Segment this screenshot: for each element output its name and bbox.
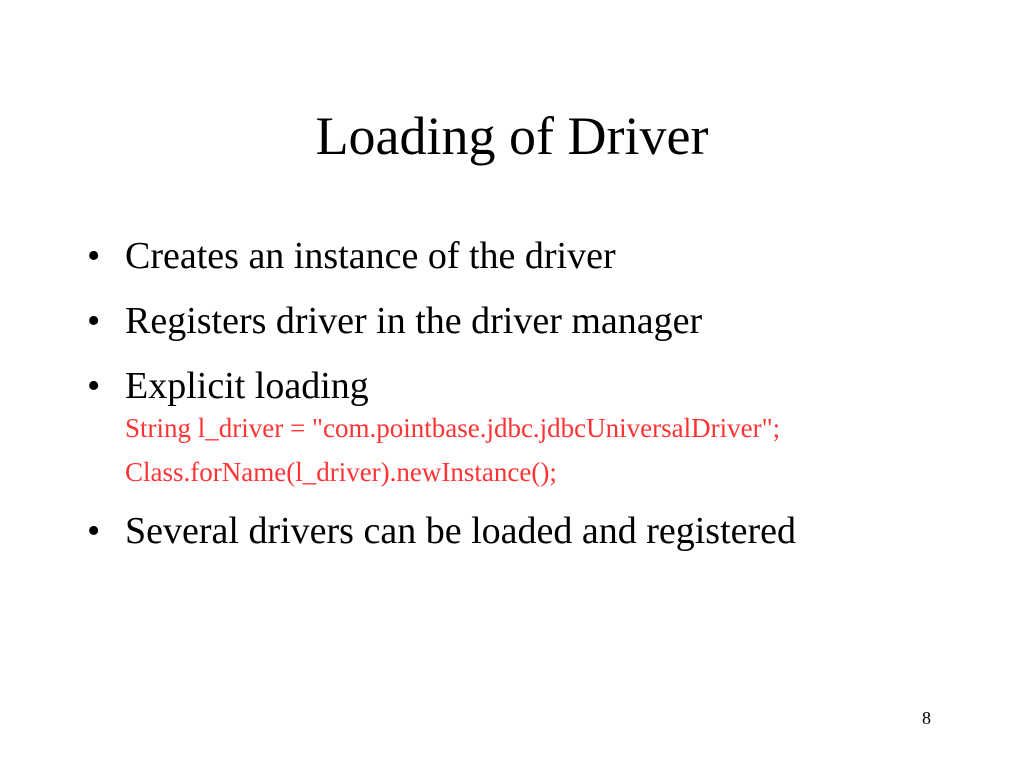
bullet-item — [87, 507, 987, 555]
bullet-marker: • — [87, 235, 101, 277]
bullet-text: Creates an instance of the driver — [125, 235, 616, 277]
bullet-text: Several drivers can be loaded and registered — [125, 510, 797, 552]
slide-title: Loading of Driver — [315, 106, 709, 166]
bullet-text: Explicit loading — [125, 365, 369, 407]
bullet-marker: • — [87, 300, 101, 342]
code-line: Class.forName(l_driver).newInstance(); — [125, 457, 557, 487]
bullet-marker: • — [87, 365, 101, 407]
bullet-item — [87, 297, 987, 345]
bullet-list — [87, 232, 987, 572]
bullet-item — [87, 362, 987, 490]
bullet-item — [87, 232, 987, 280]
code-line: String l_driver = "com.pointbase.jdbc.jdbcUniversalDriver"; — [125, 413, 781, 443]
bullet-text: Registers driver in the driver manager — [125, 300, 703, 342]
page-number: 8 — [922, 708, 931, 728]
bullet-marker: • — [87, 510, 101, 552]
